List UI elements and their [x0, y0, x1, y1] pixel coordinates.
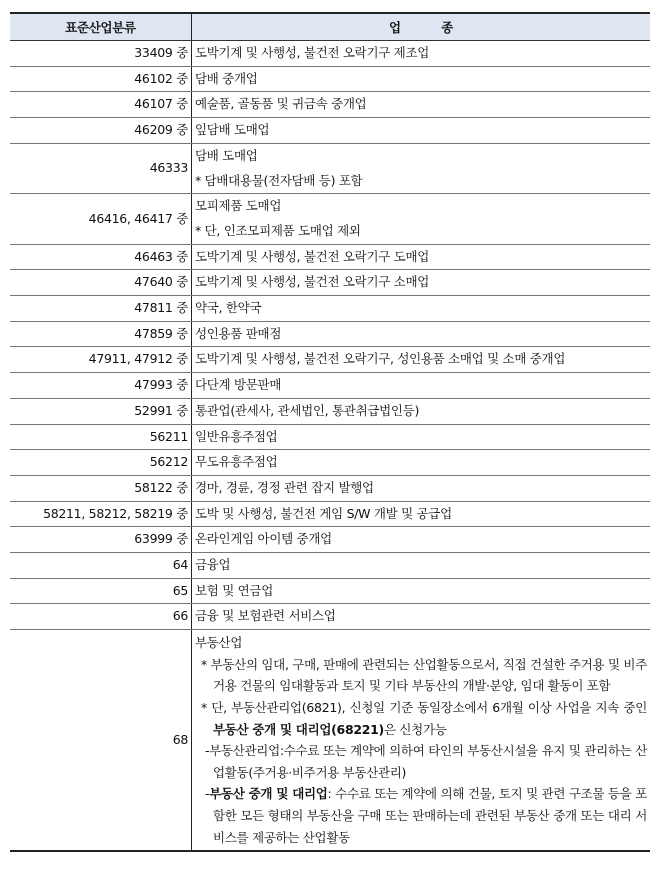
table-row	[10, 66, 650, 92]
row-code: 46416, 46417 중	[10, 194, 192, 244]
note-2-bold: 부동산 중개 및 대리업(68221)	[213, 721, 384, 737]
row-note: * 담배대용물(전자담배 등) 포함	[195, 172, 363, 188]
table-row	[10, 270, 650, 296]
row-text: 예술품, 골동품 및 귀금속 중개업	[195, 96, 367, 112]
row-text: 도박 및 사행성, 불건전 게임 S/W 개발 및 공급업	[195, 505, 452, 521]
row-code: 46333	[10, 143, 192, 193]
row-code: 52991 중	[10, 398, 192, 424]
row-text: 담배 중개업	[195, 70, 258, 86]
table-row	[10, 501, 650, 527]
definition-1-text: -부동산관리업:수수료 또는 계약에 의하여 타인의 부동산시설을 유지 및 관리하는 산업활동(주거용·비주거용 부동산관리)	[205, 743, 647, 780]
row-code: 68	[10, 630, 192, 851]
row-description	[192, 92, 651, 118]
row-description	[192, 398, 651, 424]
row-description	[192, 118, 651, 144]
row-description	[192, 553, 651, 579]
note-1	[195, 654, 647, 697]
row-code: 46102 중	[10, 66, 192, 92]
header-industry: 업 종	[192, 13, 651, 41]
row-text: 무도유흥주점업	[195, 454, 278, 470]
row-description	[192, 630, 651, 851]
table-row	[10, 347, 650, 373]
row-code: 56212	[10, 450, 192, 476]
row-description	[192, 450, 651, 476]
row-text: 일반유흥주점업	[195, 428, 278, 444]
row-description	[192, 347, 651, 373]
row-description	[192, 501, 651, 527]
row-code: 46107 중	[10, 92, 192, 118]
row-text: 온라인게임 아이템 중개업	[195, 531, 332, 547]
row-description	[192, 604, 651, 630]
row-description	[192, 143, 651, 193]
row-text: 도박기계 및 사행성, 불건전 오락기구 제조업	[195, 45, 429, 60]
row-code: 46463 중	[10, 244, 192, 270]
row-code: 58211, 58212, 58219 중	[10, 501, 192, 527]
row-description	[192, 194, 651, 244]
row-note: * 단, 인조모피제품 도매업 제외	[195, 222, 361, 238]
row-description	[192, 41, 651, 67]
row-description	[192, 244, 651, 270]
industry-classification-table	[10, 12, 650, 852]
row-description	[192, 527, 651, 553]
row-code: 65	[10, 578, 192, 604]
row-code: 46209 중	[10, 118, 192, 144]
table-row	[10, 373, 650, 399]
header-classification: 표준산업분류	[10, 13, 192, 41]
table-row	[10, 296, 650, 322]
row-code: 47993 중	[10, 373, 192, 399]
note-2	[195, 697, 647, 740]
row-text: 도박기계 및 사행성, 불건전 오락기구 소매업	[195, 274, 429, 290]
row-description	[192, 424, 651, 450]
row-text: 경마, 경륜, 경정 관련 잡지 발행업	[195, 479, 374, 495]
row-code: 58122 중	[10, 475, 192, 501]
row-code: 56211	[10, 424, 192, 450]
definition-2-text: : 수수료 또는 계약에 의해 건물, 토지 및 관련 구조물 등을 포함한 모든 형태의 부동산을 구매 또는 판매하는데 관련된 부동산 중개 또는 대리 서비스를 제공하는 산업활동	[213, 786, 647, 845]
row-text: 도박기계 및 사행성, 불건전 오락기구 도매업	[195, 248, 429, 264]
table-row	[10, 244, 650, 270]
row-code: 47911, 47912 중	[10, 347, 192, 373]
table-row	[10, 41, 650, 67]
table-row	[10, 578, 650, 604]
row-text: 도박기계 및 사행성, 불건전 오락기구, 성인용품 소매업 및 소매 중개업	[195, 351, 566, 367]
row-text: 보험 및 연금업	[195, 582, 273, 598]
table-row	[10, 92, 650, 118]
row-description	[192, 66, 651, 92]
row-text: 통관업(관세사, 관세법인, 통관취급법인등)	[195, 402, 420, 418]
row-description	[192, 270, 651, 296]
table-row	[10, 143, 650, 193]
table-row	[10, 527, 650, 553]
row-code: 66	[10, 604, 192, 630]
definition-2	[195, 783, 647, 848]
note-2-text: * 단, 부동산관리업(6821), 신청일 기준 동일장소에서 6개월 이상 사업을 지속 중인	[201, 699, 647, 715]
row-code: 47640 중	[10, 270, 192, 296]
table-row	[10, 321, 650, 347]
row-title: 부동산업	[195, 635, 243, 651]
row-code: 63999 중	[10, 527, 192, 553]
row-code: 33409 중	[10, 41, 192, 67]
definition-1	[195, 740, 647, 783]
definition-2-bold: 부동산 중개 및 대리업	[209, 786, 328, 802]
note-1-text: * 부동산의 임대, 구매, 판매에 관련되는 산업활동으로서, 직접 건설한 주거용 및 비주거용 건물의 임대활동과 토지 및 기타 부동산의 개발·분양, 임대 활동이 포함	[201, 656, 647, 694]
row-description	[192, 578, 651, 604]
row-code: 47811 중	[10, 296, 192, 322]
row-description	[192, 475, 651, 501]
table-row	[10, 475, 650, 501]
definition-2-dash: -	[205, 786, 210, 802]
row-description	[192, 296, 651, 322]
table-row	[10, 450, 650, 476]
row-text: 담배 도매업	[195, 147, 258, 163]
table-row	[10, 604, 650, 630]
row-text: 모피제품 도매업	[195, 198, 282, 214]
row-description	[192, 373, 651, 399]
row-text: 잎담배 도매업	[195, 122, 270, 138]
row-text: 약국, 한약국	[195, 300, 262, 316]
row-code: 47859 중	[10, 321, 192, 347]
table-header-row	[10, 13, 650, 41]
row-code: 64	[10, 553, 192, 579]
table-row	[10, 424, 650, 450]
row-text: 다단계 방문판매	[195, 377, 282, 393]
table-row	[10, 398, 650, 424]
table-row	[10, 630, 650, 851]
table-row	[10, 194, 650, 244]
table-row	[10, 553, 650, 579]
row-text: 성인용품 판매점	[195, 325, 282, 341]
row-text: 금융 및 보험관련 서비스업	[195, 608, 336, 624]
note-2-tail: 은 신청가능	[383, 721, 447, 737]
row-description	[192, 321, 651, 347]
table-row	[10, 118, 650, 144]
row-text: 금융업	[195, 557, 231, 573]
